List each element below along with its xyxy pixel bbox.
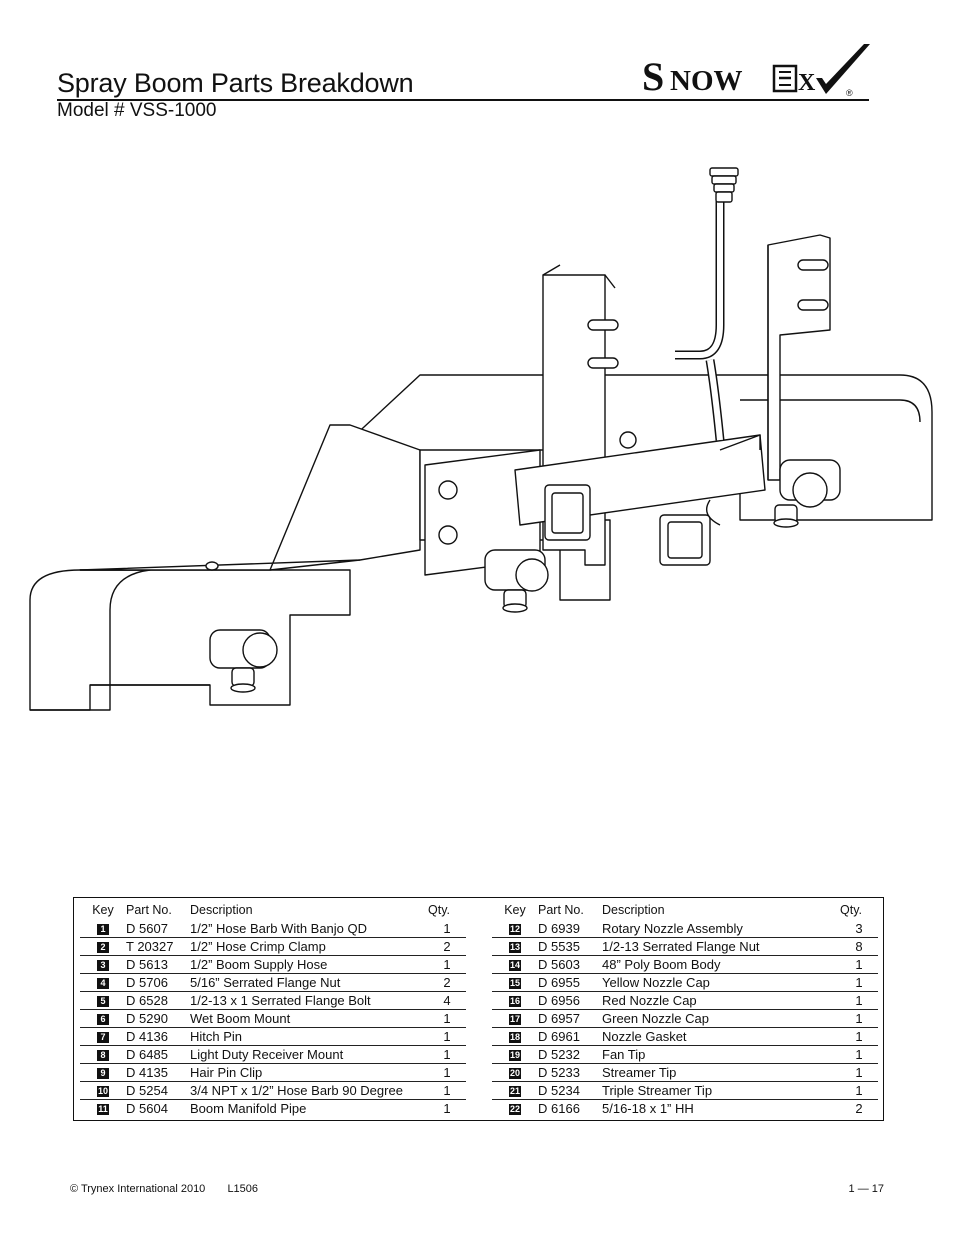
page-title: Spray Boom Parts Breakdown xyxy=(57,68,414,98)
supply-hose xyxy=(675,185,720,355)
table-row xyxy=(80,920,466,938)
table-row xyxy=(492,1064,878,1082)
description-cell: Triple Streamer Tip xyxy=(602,1082,840,1100)
table-row xyxy=(492,956,878,974)
table-row xyxy=(80,1028,466,1046)
key-badge: 20 xyxy=(509,1068,520,1079)
table-row xyxy=(492,1082,878,1100)
part-no-cell: D 6939 xyxy=(538,920,602,938)
qty-cell: 2 xyxy=(855,1101,863,1116)
qty-cell: 3 xyxy=(840,920,878,938)
key-cell xyxy=(492,1064,538,1082)
key-badge: 22 xyxy=(509,1104,520,1115)
col-description: Description xyxy=(190,903,253,917)
key-cell xyxy=(80,1100,126,1118)
table-row xyxy=(492,974,878,992)
key-badge: 11 xyxy=(98,1104,108,1115)
description-cell: 1/2” Boom Supply Hose xyxy=(190,956,428,974)
col-key: Key xyxy=(92,903,114,917)
boom-body-left xyxy=(30,570,350,710)
table-row xyxy=(80,992,466,1010)
table-row xyxy=(80,956,466,974)
key-cell xyxy=(80,1028,126,1046)
part-no-cell: D 6166 xyxy=(538,1101,580,1116)
key-badge: 13 xyxy=(509,942,520,953)
description-cell: Yellow Nozzle Cap xyxy=(602,974,840,992)
qty-cell: 1 xyxy=(840,1082,878,1100)
part-no-cell: D 6956 xyxy=(538,992,602,1010)
table-row xyxy=(80,1010,466,1028)
key-badge: 19 xyxy=(509,1050,520,1061)
key-cell xyxy=(80,1046,126,1064)
qty-cell: 1 xyxy=(840,1010,878,1028)
qty-cell: 1 xyxy=(840,956,878,974)
qty-cell: 1 xyxy=(428,1028,466,1046)
qty-cell: 1 xyxy=(443,1101,451,1116)
key-badge: 21 xyxy=(509,1086,520,1097)
qty-cell: 1 xyxy=(428,1082,466,1100)
part-no-cell: D 5604 xyxy=(126,1101,168,1116)
key-cell xyxy=(492,938,538,956)
table-row xyxy=(492,920,878,938)
description-cell: Hair Pin Clip xyxy=(190,1064,428,1082)
parts-table-left xyxy=(80,902,466,1117)
boom-body-top xyxy=(80,425,420,570)
key-badge: 1 xyxy=(97,924,109,935)
table-row xyxy=(492,938,878,956)
part-no-cell: D 5290 xyxy=(126,1010,190,1028)
description-cell: 48” Poly Boom Body xyxy=(602,956,840,974)
key-badge: 15 xyxy=(509,978,520,989)
table-row xyxy=(80,1082,466,1100)
key-badge: 17 xyxy=(509,1014,520,1025)
part-no-cell: D 6957 xyxy=(538,1010,602,1028)
description-cell: Light Duty Receiver Mount xyxy=(190,1046,428,1064)
key-cell xyxy=(492,1028,538,1046)
key-badge: 14 xyxy=(509,960,520,971)
table-row xyxy=(492,1100,878,1118)
col-qty: Qty. xyxy=(840,903,862,917)
col-qty: Qty. xyxy=(428,903,450,917)
key-badge: 12 xyxy=(509,924,520,935)
key-badge: 4 xyxy=(97,978,109,989)
nozzle-center xyxy=(485,550,548,612)
col-part-no: Part No. xyxy=(538,903,584,917)
description-cell: Green Nozzle Cap xyxy=(602,1010,840,1028)
key-badge: 9 xyxy=(97,1068,109,1079)
key-badge: 2 xyxy=(97,942,109,953)
col-description: Description xyxy=(602,903,665,917)
key-cell xyxy=(492,920,538,938)
vent-cap xyxy=(206,562,218,570)
key-badge: 5 xyxy=(97,996,109,1007)
description-cell: 1/2” Hose Barb With Banjo QD xyxy=(190,920,428,938)
key-cell xyxy=(492,974,538,992)
part-no-cell: T 20327 xyxy=(126,938,190,956)
part-no-cell: D 5603 xyxy=(538,956,602,974)
description-cell: 3/4 NPT x 1/2” Hose Barb 90 Degree xyxy=(190,1082,428,1100)
part-no-cell: D 6955 xyxy=(538,974,602,992)
qty-cell: 1 xyxy=(840,1046,878,1064)
key-cell xyxy=(492,992,538,1010)
part-no-cell: D 6485 xyxy=(126,1046,190,1064)
part-no-cell: D 5234 xyxy=(538,1082,602,1100)
page-number: 1 — 17 xyxy=(848,1183,884,1195)
table-row xyxy=(80,1046,466,1064)
description-cell: Wet Boom Mount xyxy=(190,1010,428,1028)
key-cell xyxy=(492,1082,538,1100)
parts-table-box xyxy=(73,897,884,1121)
qty-cell: 1 xyxy=(840,1064,878,1082)
key-cell xyxy=(80,1010,126,1028)
key-badge: 16 xyxy=(509,996,520,1007)
doc-code: L1506 xyxy=(227,1183,259,1195)
description-cell: 1/2” Hose Crimp Clamp xyxy=(190,938,428,956)
description-cell: Fan Tip xyxy=(602,1046,840,1064)
table-row xyxy=(80,1100,466,1118)
part-no-cell: D 5535 xyxy=(538,938,602,956)
part-no-cell: D 6961 xyxy=(538,1028,602,1046)
description-cell: 5/16” Serrated Flange Nut xyxy=(190,974,428,992)
key-cell xyxy=(80,992,126,1010)
description-cell: Boom Manifold Pipe xyxy=(190,1101,307,1116)
key-cell xyxy=(80,956,126,974)
footer-copyright xyxy=(70,1183,258,1195)
snowex-logo xyxy=(640,42,872,100)
qty-cell: 2 xyxy=(428,938,466,956)
svg-text:®: ® xyxy=(846,88,853,98)
qty-cell: 1 xyxy=(428,1064,466,1082)
key-badge: 10 xyxy=(97,1086,108,1097)
table-row xyxy=(80,1064,466,1082)
part-no-cell: D 5232 xyxy=(538,1046,602,1064)
svg-text:NOW: NOW xyxy=(670,65,743,97)
key-cell xyxy=(80,1082,126,1100)
quick-disconnect xyxy=(710,168,738,202)
table-row xyxy=(492,1010,878,1028)
key-cell xyxy=(80,920,126,938)
table-row xyxy=(492,992,878,1010)
key-cell xyxy=(80,1064,126,1082)
part-no-cell: D 5613 xyxy=(126,956,190,974)
description-cell: 1/2-13 Serrated Flange Nut xyxy=(602,938,840,956)
key-badge: 8 xyxy=(97,1050,109,1061)
key-cell xyxy=(492,956,538,974)
description-cell: 1/2-13 x 1 Serrated Flange Bolt xyxy=(190,992,428,1010)
col-part-no: Part No. xyxy=(126,903,172,917)
description-cell: Nozzle Gasket xyxy=(602,1028,840,1046)
key-badge: 18 xyxy=(509,1032,520,1043)
key-badge: 6 xyxy=(97,1014,109,1025)
key-cell xyxy=(80,974,126,992)
table-row xyxy=(80,974,466,992)
qty-cell: 1 xyxy=(428,1046,466,1064)
part-no-cell: D 5607 xyxy=(126,920,190,938)
qty-cell: 1 xyxy=(428,1010,466,1028)
part-no-cell: D 5233 xyxy=(538,1064,602,1082)
key-badge: 3 xyxy=(97,960,109,971)
key-cell xyxy=(492,1046,538,1064)
description-cell: Streamer Tip xyxy=(602,1064,840,1082)
table-row xyxy=(492,1046,878,1064)
table-row xyxy=(492,1028,878,1046)
description-cell: Rotary Nozzle Assembly xyxy=(602,920,840,938)
parts-table-right xyxy=(492,902,878,1117)
part-no-cell: D 4136 xyxy=(126,1028,190,1046)
col-key: Key xyxy=(504,903,526,917)
part-no-cell: D 5706 xyxy=(126,974,190,992)
description-cell: 5/16-18 x 1” HH xyxy=(602,1101,694,1116)
key-cell xyxy=(492,1010,538,1028)
part-no-cell: D 4135 xyxy=(126,1064,190,1082)
qty-cell: 1 xyxy=(428,956,466,974)
part-no-cell: D 5254 xyxy=(126,1082,190,1100)
qty-cell: 1 xyxy=(840,992,878,1010)
qty-cell: 4 xyxy=(428,992,466,1010)
qty-cell: 1 xyxy=(840,974,878,992)
key-cell xyxy=(80,938,126,956)
key-cell xyxy=(492,1100,538,1118)
part-no-cell: D 6528 xyxy=(126,992,190,1010)
page-subtitle: Model # VSS-1000 xyxy=(57,100,217,121)
qty-cell: 8 xyxy=(840,938,878,956)
table-row xyxy=(80,938,466,956)
description-cell: Red Nozzle Cap xyxy=(602,992,840,1010)
spray-boom-exploded-drawing xyxy=(20,150,940,740)
qty-cell: 2 xyxy=(428,974,466,992)
svg-text:X: X xyxy=(798,70,816,96)
qty-cell: 1 xyxy=(840,1028,878,1046)
key-badge: 7 xyxy=(97,1032,109,1043)
svg-text:S: S xyxy=(642,54,665,99)
qty-cell: 1 xyxy=(428,920,466,938)
copyright-text: © Trynex International 2010 xyxy=(70,1183,206,1195)
description-cell: Hitch Pin xyxy=(190,1028,428,1046)
